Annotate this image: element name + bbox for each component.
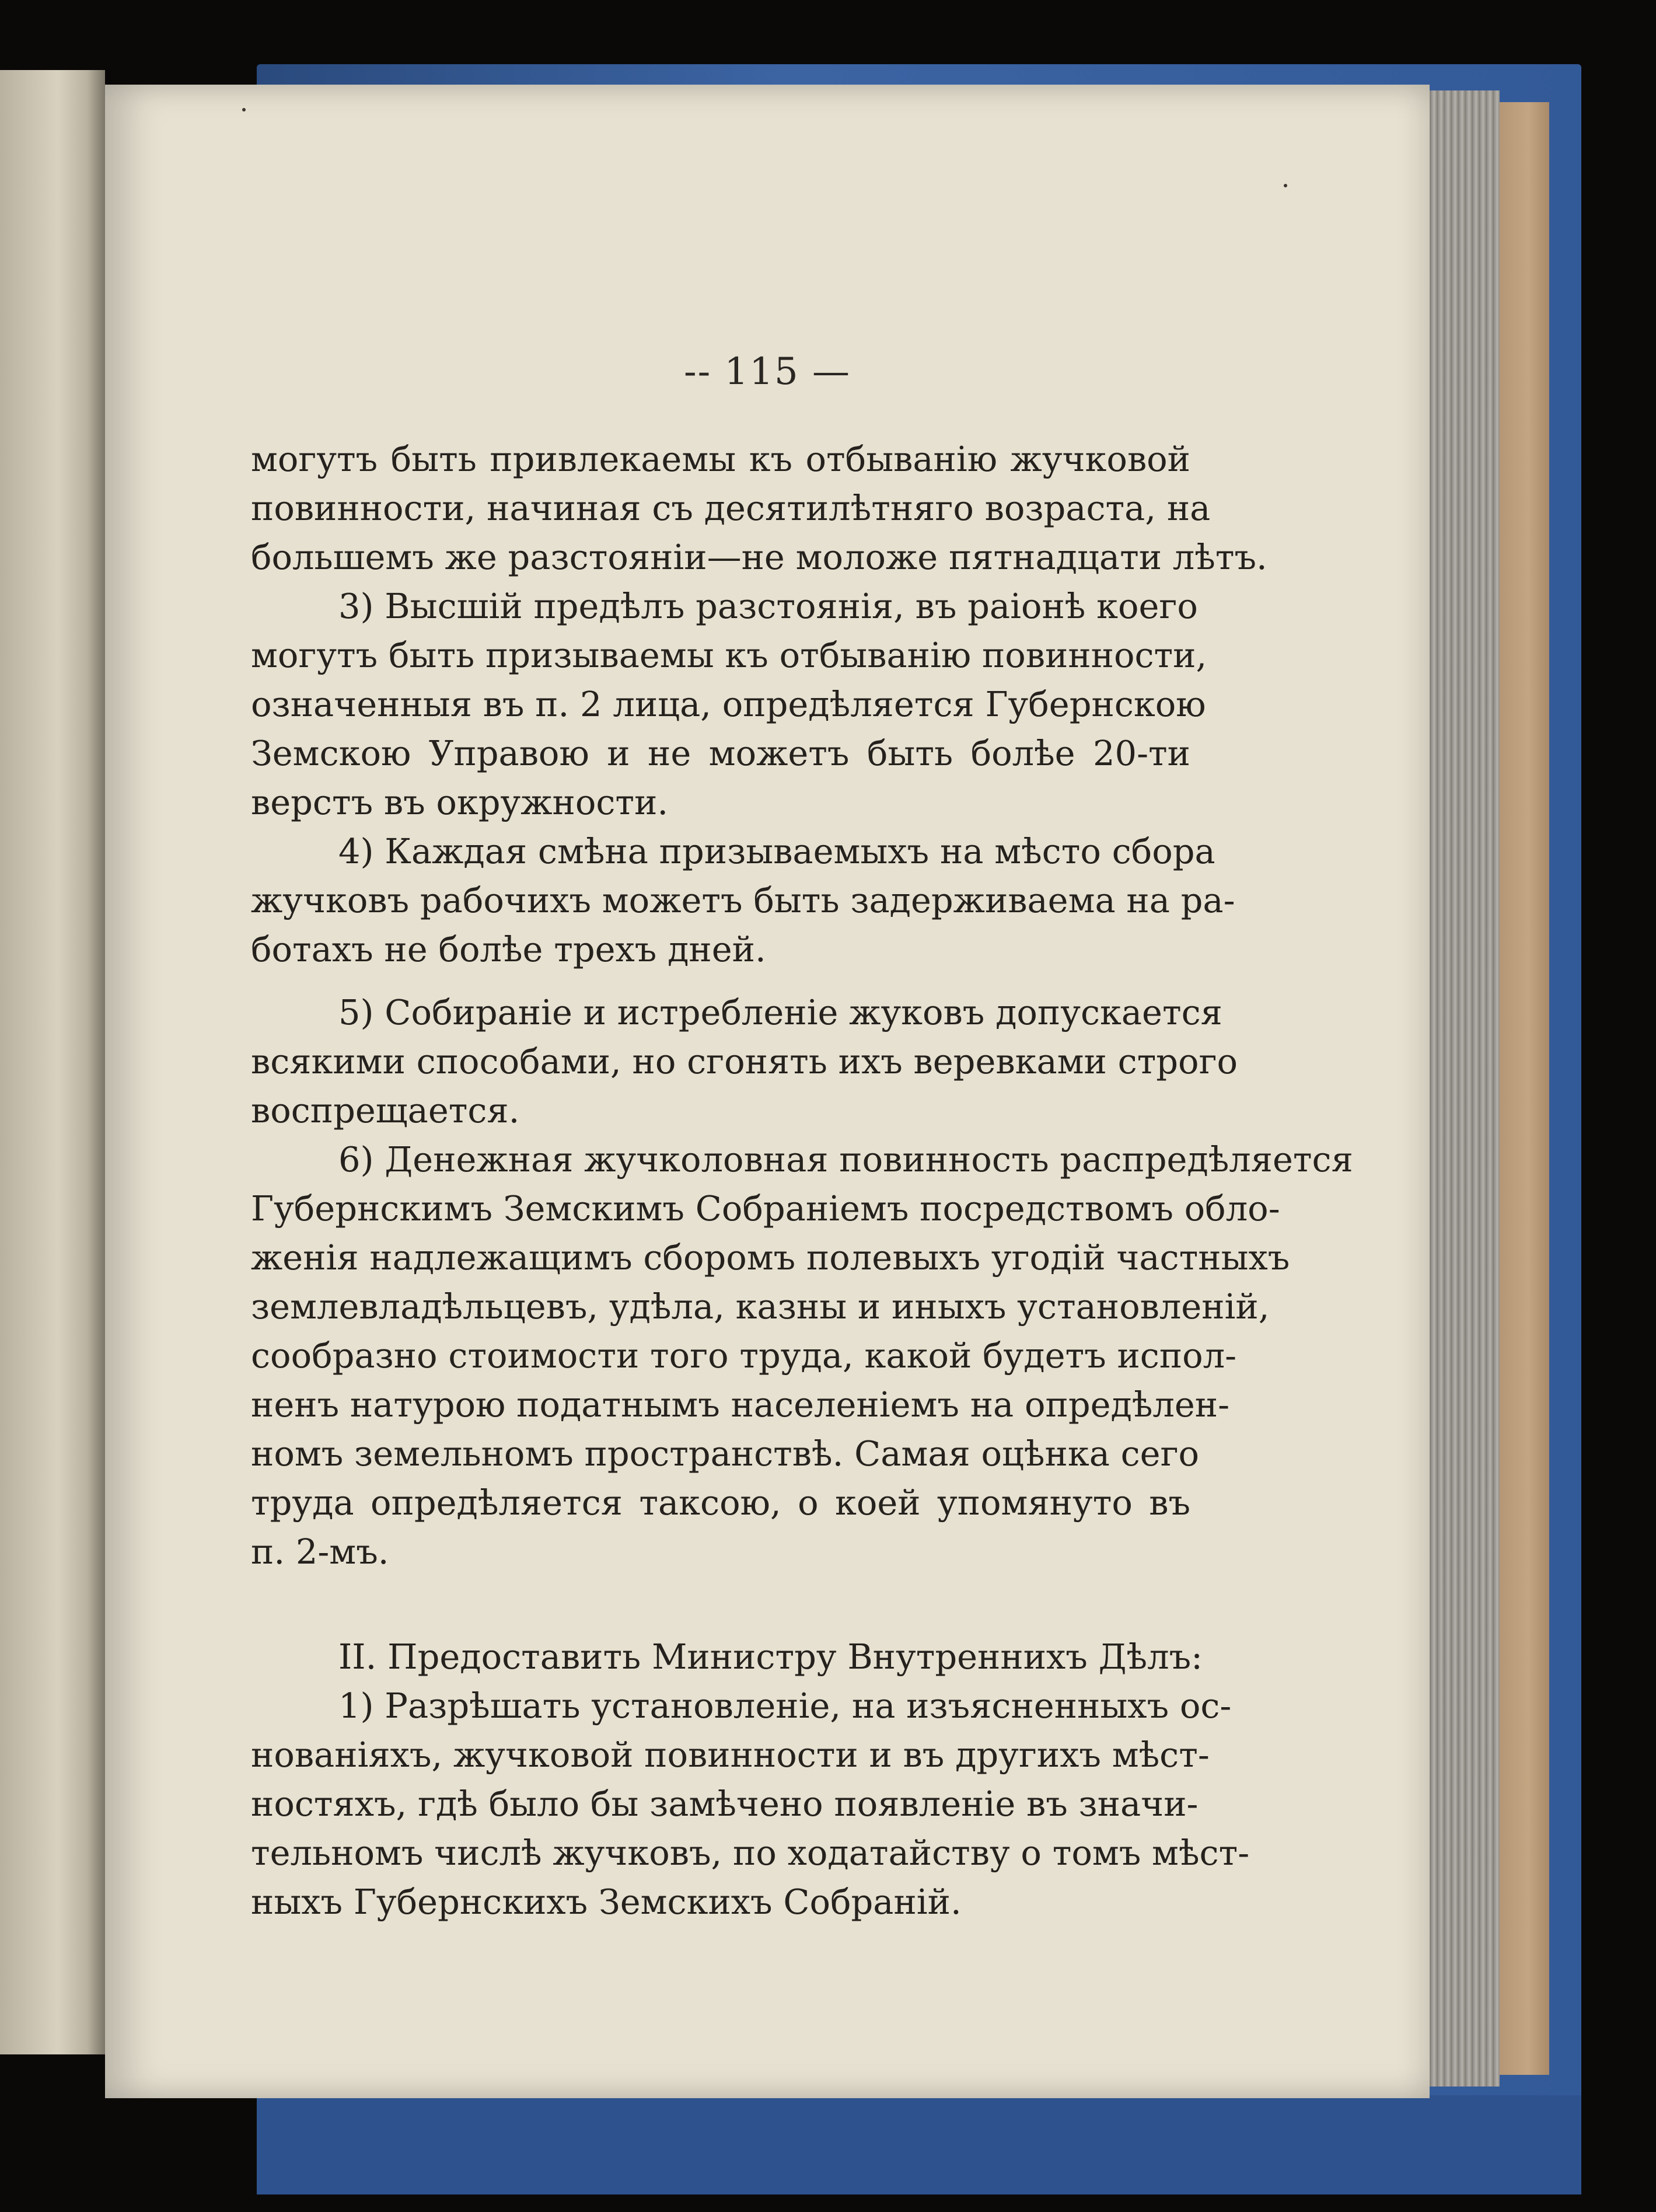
text-line: означенныя въ п. 2 лица, опредѣляется Губернскою bbox=[251, 684, 1206, 724]
text-line: воспрещается. bbox=[251, 1090, 520, 1131]
text-line: 4) Каждая смѣна призываемыхъ на мѣсто сбора bbox=[338, 831, 1215, 871]
text-line: ненъ натурою податнымъ населеніемъ на опредѣлен- bbox=[251, 1384, 1230, 1425]
book-page bbox=[105, 85, 1430, 2098]
text-line: ныхъ Губернскихъ Земскихъ Собраній. bbox=[251, 1882, 962, 1922]
text-line: сообразно стоимости того труда, какой будетъ испол- bbox=[251, 1335, 1237, 1376]
paragraph bbox=[251, 582, 1207, 827]
text-line: повинности, начиная съ десятилѣтняго возраста, на bbox=[251, 488, 1211, 528]
text-line: тельномъ числѣ жучковъ, по ходатайству о томъ мѣст- bbox=[251, 1833, 1250, 1873]
text-line: всякими способами, но сгонять ихъ веревками строго bbox=[251, 1041, 1238, 1081]
text-line: землевладѣльцевъ, удѣла, казны и иныхъ установленій, bbox=[251, 1286, 1270, 1327]
text-line: Земскою Управою и не можетъ быть болѣе 20-ти bbox=[251, 733, 1190, 773]
book-cover-bottom bbox=[257, 2095, 1581, 2194]
paper-speck bbox=[1284, 184, 1287, 187]
text-line: могутъ быть призываемы къ отбыванію повинности, bbox=[251, 635, 1207, 675]
back-board bbox=[1497, 102, 1549, 2075]
paragraph bbox=[251, 1681, 1250, 1927]
text-line: труда опредѣляется таксою, о коей упомянуто въ bbox=[251, 1482, 1190, 1523]
text-line: п. 2-мъ. bbox=[251, 1531, 389, 1572]
paragraph bbox=[251, 1135, 1353, 1576]
text-line: 6) Денежная жучколовная повинность распредѣляется bbox=[338, 1139, 1353, 1180]
text-line: нованіяхъ, жучковой повинности и въ другихъ мѣст- bbox=[251, 1735, 1210, 1775]
section-heading bbox=[251, 1632, 1203, 1681]
text-line: номъ земельномъ пространствѣ. Самая оцѣнка сего bbox=[251, 1433, 1200, 1474]
text-line: 5) Собираніе и истребленіе жуковъ допускается bbox=[338, 992, 1222, 1032]
text-line: большемъ же разстояніи—не моложе пятнадцати лѣтъ. bbox=[251, 537, 1267, 577]
text-line: Губернскимъ Земскимъ Собраніемъ посредствомъ обло- bbox=[251, 1188, 1280, 1229]
text-line: ботахъ не болѣе трехъ дней. bbox=[251, 929, 766, 969]
text-line: II. Предоставить Министру Внутреннихъ Дѣлъ: bbox=[338, 1637, 1203, 1677]
paragraph bbox=[251, 827, 1235, 974]
body-text bbox=[251, 435, 1353, 1927]
text-line: 1) Разрѣшать установленіе, на изъясненныхъ ос- bbox=[338, 1686, 1232, 1726]
text-line: женія надлежащимъ сборомъ полевыхъ угодій частныхъ bbox=[251, 1237, 1290, 1278]
text-line: жучковъ рабочихъ можетъ быть задерживаема на ра- bbox=[251, 880, 1235, 920]
text-line: 3) Высшій предѣлъ разстоянія, въ раіонѣ коего bbox=[338, 586, 1198, 626]
paper-speck bbox=[242, 108, 246, 111]
text-line: верстъ въ окружности. bbox=[251, 782, 669, 822]
page-number: -- 115 — bbox=[683, 350, 851, 393]
paragraph bbox=[251, 435, 1267, 582]
text-line: ностяхъ, гдѣ было бы замѣчено появленіе въ значи- bbox=[251, 1784, 1199, 1824]
text-line: могутъ быть привлекаемы къ отбыванію жучковой bbox=[251, 439, 1190, 479]
page-stack-edge bbox=[1424, 90, 1500, 2087]
paragraph bbox=[251, 988, 1238, 1135]
